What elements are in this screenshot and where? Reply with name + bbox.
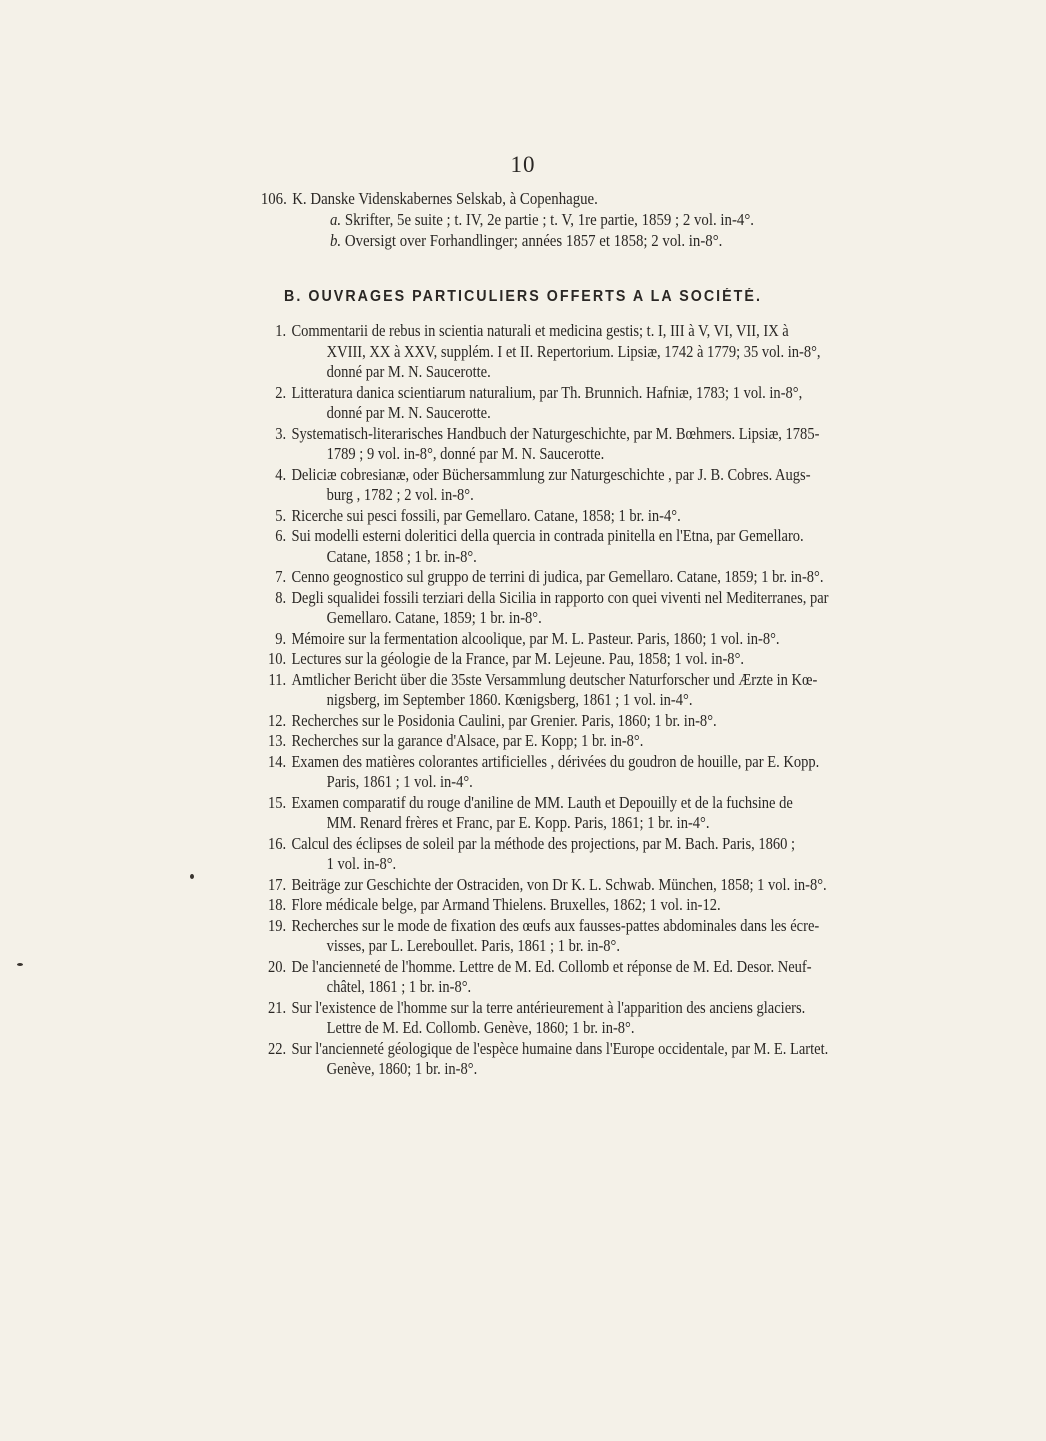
entry-text: Commentarii de rebus in scientia naturali et medicina gestis; t. I, III à V, VI, VII, IX à xyxy=(291,321,789,340)
entry-text: Degli squalidei fossili terziari della Sicilia in rapporto con quei viventi nel Mediterranes, par xyxy=(291,587,829,607)
list-item xyxy=(258,567,940,588)
entry-text: Recherches sur le mode de fixation des œufs aux fausses-pattes abdominales dans les écre- xyxy=(291,915,820,935)
section-title: B. OUVRAGES PARTICULIERS OFFERTS A LA SOCIÉTÉ. xyxy=(284,288,762,305)
entry-text: Mémoire sur la fermentation alcoolique, par M. L. Pasteur. Paris, 1860; 1 vol. in-8°. xyxy=(291,628,780,648)
list-item xyxy=(258,629,940,650)
entry-text: De l'ancienneté de l'homme. Lettre de M. Ed. Collomb et réponse de M. Ed. Desor. Neuf- xyxy=(291,956,812,976)
entry-text: Litteratura danica scientiarum naturalium, par Th. Brunnich. Hafniæ, 1783; 1 vol. in-8°, xyxy=(291,382,803,402)
entry-list xyxy=(258,321,940,1080)
ink-speck xyxy=(17,963,23,966)
entry-number: 21. xyxy=(268,997,287,1017)
entry-text: Systematisch-literarisches Handbuch der Naturgeschichte, par M. Bœhmers. Lipsiæ, 1785- xyxy=(291,423,820,443)
entry-text: Sur l'ancienneté géologique de l'espèce humaine dans l'Europe occidentale, par M. E. Lartet. xyxy=(291,1038,829,1058)
list-item xyxy=(258,649,940,670)
entry-text-continuation: visses, par L. Lereboullet. Paris, 1861 ; 1 br. in-8°. xyxy=(326,936,620,955)
list-item xyxy=(258,752,940,793)
entry-number: 14. xyxy=(268,751,287,771)
sub-item xyxy=(258,230,956,251)
entry-number: 20. xyxy=(268,956,287,976)
entry-number: 3. xyxy=(275,423,287,443)
list-item xyxy=(258,834,940,875)
entry-text: Flore médicale belge, par Armand Thielens. Bruxelles, 1862; 1 vol. in-12. xyxy=(291,895,721,914)
entry-text: Deliciæ cobresianæ, oder Büchersammlung zur Naturgeschichte , par J. B. Cobres. Augs- xyxy=(291,464,811,484)
ink-speck xyxy=(190,874,194,879)
entry-text: Examen comparatif du rouge d'aniline de MM. Lauth et Depouilly et de la fuchsine de xyxy=(291,792,793,812)
list-item xyxy=(258,383,940,424)
list-item xyxy=(258,424,940,465)
list-item xyxy=(258,916,940,957)
top-entry-block xyxy=(258,188,956,252)
entry-text: Recherches sur la garance d'Alsace, par E. Kopp; 1 br. in-8°. xyxy=(291,731,644,750)
entry-text: Ricerche sui pesci fossili, par Gemellaro. Catane, 1858; 1 br. in-4°. xyxy=(291,505,681,525)
entry-number: 5. xyxy=(275,505,287,525)
list-item xyxy=(258,465,940,506)
entry-number: 11. xyxy=(268,669,287,689)
entry-text: Lectures sur la géologie de la France, par M. Lejeune. Pau, 1858; 1 vol. in-8°. xyxy=(291,649,745,668)
entry-number: 16. xyxy=(268,833,287,853)
entry-text: Examen des matières colorantes artificielles , dérivées du goudron de houille, par E. Kopp. xyxy=(291,751,820,771)
list-item xyxy=(258,895,940,916)
entry-number: 19. xyxy=(268,915,287,935)
entry-text: Recherches sur le Posidonia Caulini, par Grenier. Paris, 1860; 1 br. in-8°. xyxy=(291,710,717,730)
entry-number: 15. xyxy=(268,792,287,812)
entry-text-continuation: MM. Renard frères et Franc, par E. Kopp. Paris, 1861; 1 br. in-4°. xyxy=(326,813,710,832)
entry-number: 7. xyxy=(275,567,287,586)
entry-number: 18. xyxy=(268,895,287,914)
page-number: 10 xyxy=(510,152,536,177)
list-item xyxy=(258,188,956,209)
list-item xyxy=(258,670,940,711)
entry-number: 8. xyxy=(275,587,287,607)
entry-text-continuation: donné par M. N. Saucerotte. xyxy=(326,403,491,422)
list-item xyxy=(258,506,940,527)
entry-number: 9. xyxy=(275,628,287,648)
sub-item-letter: b. xyxy=(330,231,342,251)
list-item xyxy=(258,711,940,732)
entry-text-continuation: donné par M. N. Saucerotte. xyxy=(326,362,491,381)
entry-number: 13. xyxy=(268,731,287,750)
entry-text: Sui modelli esterni doleritici della quercia in contrada pinitella en l'Etna, par Gemellaro. xyxy=(291,526,804,545)
sub-item-text: Skrifter, 5e suite ; t. IV, 2e partie ; t. V, 1re partie, 1859 ; 2 vol. in-4°. xyxy=(344,210,754,230)
entry-text-continuation: châtel, 1861 ; 1 br. in-8°. xyxy=(326,977,472,996)
entry-number: 1. xyxy=(275,321,287,340)
entry-text-continuation: 1789 ; 9 vol. in-8°, donné par M. N. Saucerotte. xyxy=(326,444,605,463)
entry-text-continuation: nigsberg, im September 1860. Kœnigsberg, 1861 ; 1 vol. in-4°. xyxy=(326,690,693,709)
list-item xyxy=(258,526,940,567)
list-item xyxy=(258,321,940,383)
entry-number: 12. xyxy=(268,710,287,730)
entry-number: 22. xyxy=(268,1038,287,1058)
entry-text-continuation: 1 vol. in-8°. xyxy=(326,854,397,873)
entry-text-continuation: Paris, 1861 ; 1 vol. in-4°. xyxy=(326,772,473,791)
entry-text: Amtlicher Bericht über die 35ste Versammlung deutscher Naturforscher und Ærzte in Kœ- xyxy=(291,669,818,689)
entry-text: Beiträge zur Geschichte der Ostraciden, von Dr K. L. Schwab. München, 1858; 1 vol. in-8°. xyxy=(291,874,827,894)
list-item xyxy=(258,731,940,752)
entry-number: 10. xyxy=(268,649,287,668)
sub-item xyxy=(258,209,956,230)
entry-number: 2. xyxy=(275,382,287,402)
list-item xyxy=(258,998,940,1039)
entry-text-continuation: Gemellaro. Catane, 1859; 1 br. in-8°. xyxy=(326,608,542,627)
entry-text-continuation: Lettre de M. Ed. Collomb. Genève, 1860; 1 br. in-8°. xyxy=(326,1018,635,1037)
list-item xyxy=(258,957,940,998)
entry-text: K. Danske Videnskabernes Selskab, à Copenhague. xyxy=(292,189,598,208)
entry-text-continuation: XVIII, XX à XXV, supplém. I et II. Repertorium. Lipsiæ, 1742 à 1779; 35 vol. in-8°, xyxy=(326,341,821,361)
entry-text: Calcul des éclipses de soleil par la méthode des projections, par M. Bach. Paris, 1860 ; xyxy=(291,833,796,853)
entry-text: Sur l'existence de l'homme sur la terre antérieurement à l'apparition des anciens glaciers. xyxy=(291,997,806,1017)
entry-number: 6. xyxy=(275,526,287,545)
sub-item-letter: a. xyxy=(330,210,342,230)
sub-item-text: Oversigt over Forhandlinger; années 1857 et 1858; 2 vol. in-8°. xyxy=(344,231,723,251)
list-item xyxy=(258,588,940,629)
entry-number: 4. xyxy=(275,464,287,484)
list-item xyxy=(258,793,940,834)
entry-text-continuation: Genève, 1860; 1 br. in-8°. xyxy=(326,1059,478,1078)
entry-number: 106. xyxy=(260,189,287,208)
entry-number: 17. xyxy=(268,874,287,894)
entry-text-continuation: Catane, 1858 ; 1 br. in-8°. xyxy=(326,546,477,566)
list-item xyxy=(258,875,940,896)
list-item xyxy=(258,1039,940,1080)
entry-text: Cenno geognostico sul gruppo de terrini di judica, par Gemellaro. Catane, 1859; 1 br. in-8°. xyxy=(291,567,824,586)
entry-text-continuation: burg , 1782 ; 2 vol. in-8°. xyxy=(326,485,474,504)
